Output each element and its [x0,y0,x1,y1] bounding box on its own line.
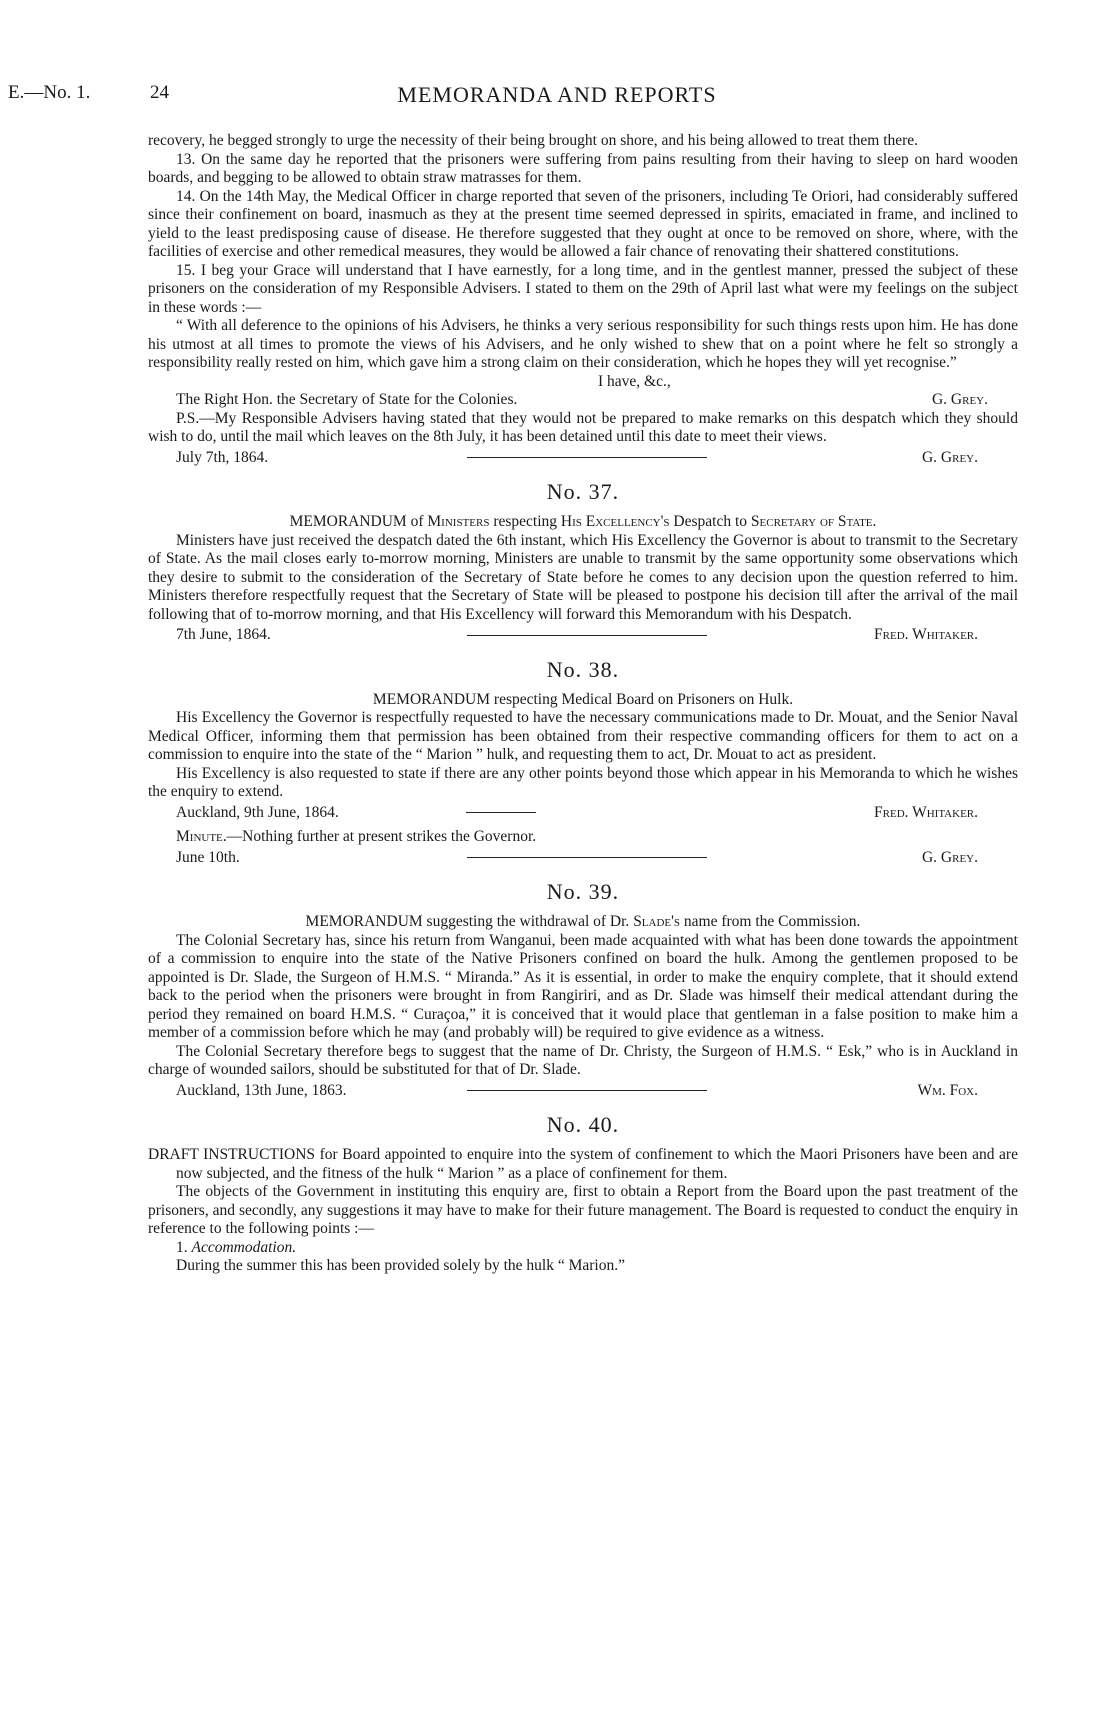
heading-no-37: No. 37. [546,479,620,504]
no40-item-1-label: Accommodation. [191,1238,297,1256]
no40-body-1: The objects of the Government in instituting this enquiry are, first to obtain a Report from the Board upon the past treatment of the prisoners, and secondly, any suggestions it may have to make for their future management. The Board is requested to conduct the enquiry in reference to the following points :— [148,1183,1018,1237]
no38-title-memorandum: MEMORANDUM [372,690,491,708]
no39-title [148,913,1018,932]
postscript-signature-row [148,449,1018,468]
no39-signature: Wm. Fox. [917,1081,978,1099]
no37-title-excellency: His Excellency's [560,513,670,530]
no38-signature-row [148,804,1018,823]
paragraph-recovery: recovery, he begged strongly to urge the necessity of their being brought on shore, and his being allowed to treat them there. [148,132,919,149]
paragraph-15-quote: “ With all deference to the opinions of his Advisers, he thinks a very serious responsibility for such things rests upon him. He has done his utmost at all times to promote the views of his Advisers, and he only wished to shew that on a point where he felt so strongly a responsibility really rested on him, which gave him a strong claim on their consideration, which he hopes they will yet recognise.” [148,317,1018,371]
no40-title-rest: for Board appointed to enquire into the system of confinement to which the Maori Prisoners have been and are now subjected, and the fitness of the hulk “ Marion ” as a place of confinement for them. [176,1146,1018,1182]
section-divider [467,1090,707,1091]
no39-body-1: The Colonial Secretary has, since his return from Wanganui, been made acquainted with what has been done towards the appointment of a commission to enquire into the state of the Native Prisoners confined on board the hulk. Among the gentlemen proposed to be appointed is Dr. Slade, the Surgeon of H.M.S. “ Miranda.” As it is essential, in order to make the enquiry complete, that it should extend back to the period when the prisoners were brought in from Rangiriri, and as Dr. Slade was himself their medical attendant during the period they remained on board H.M.S. “ Curaçoa,” it is conceived that it would place that gentleman in a false position to make him a member of a commission before which he may (and probably will) be required to give evidence as a witness. [148,931,1018,1041]
no38-title-rest: respecting Medical Board on Prisoners on Hulk. [490,690,794,708]
no37-title-end: . [872,513,877,530]
no39-body-2: The Colonial Secretary therefore begs to suggest that the name of Dr. Christy, the Surgeon of H.M.S. “ Esk,” who is in Auckland in charge of wounded sailors, should be substituted for that of Dr. Slade. [148,1042,1018,1078]
no37-title-despatch: Despatch to [669,513,751,530]
no38-date: Auckland, 9th June, 1864. [176,803,339,821]
no38-minute [148,828,1018,847]
no40-item-1 [148,1239,1018,1258]
no40-title-draft: DRAFT INSTRUCTIONS [148,1146,316,1163]
no37-body: Ministers have just received the despatch dated the 6th instant, which His Excellency the Governor is about to transmit to the Secretary of State. As the mail closes early to-morrow morning, Ministers are unable to transmit by the same opportunity some observations which they desire to submit to the consideration of the Secretary of State before he comes to any decision upon the question referred to him. Ministers therefore respectfully request that the Secretary of State will be pleased to postpone his decision till after the arrival of the mail following that of to-morrow morning, and that His Excellency will forward this Memorandum with his Despatch. [148,531,1018,623]
no38-minute-signature-row [148,849,1018,868]
no37-title-memorandum: MEMORANDUM [289,513,407,530]
no39-title-d: name from the Commission. [680,913,861,930]
no38-body-2: His Excellency is also requested to state if there are any other points beyond those which appear in his Memoranda to which he wishes the enquiry to extend. [148,764,1018,800]
no39-title-slade: Slade's [633,913,681,930]
no40-item-1-number: 1. [176,1238,192,1256]
page-title: MEMORANDA AND REPORTS [397,82,717,107]
no40-title [148,1146,1018,1183]
no37-title-of: of [406,513,428,530]
section-divider [467,857,707,858]
no38-body-1: His Excellency the Governor is respectfully requested to have the necessary communications made to Dr. Mouat, and the Senior Naval Medical Officer, informing them that permission has been obtained from their respective commanding officers for them to act on a commission to enquire into the state of the “ Marion ” hulk, and requesting them to act, Dr. Mouat to act as president. [148,709,1018,763]
no38-title [148,691,1018,710]
no39-title-b: suggesting the withdrawal of Dr. [422,913,634,930]
postscript-signature: G. Grey. [921,448,978,466]
addressee-row [148,391,1018,410]
heading-no-40: No. 40. [546,1112,620,1137]
heading-no-38: No. 38. [546,656,620,682]
no37-date: 7th June, 1864. [176,626,271,643]
closing-line: I have, &c., [598,372,671,390]
header-reference: E.—No. 1. [8,82,91,103]
no39-signature-row [148,1082,1018,1101]
document-body [148,132,1018,1276]
heading-no-39: No. 39. [546,879,620,904]
minute-label: Minute [176,828,223,845]
no38-signature: Fred. Whitaker. [874,803,978,821]
no37-signature-row [148,626,1018,645]
no37-title-secretary: Secretary of State [750,513,873,530]
no37-title-ministers: Ministers [427,513,490,530]
minute-text: .—Nothing further at present strikes the Governor. [222,828,537,845]
no39-title-memorandum: MEMORANDUM [305,913,423,930]
page-number: 24 [150,82,169,103]
postscript-date: July 7th, 1864. [176,448,269,466]
no39-date: Auckland, 13th June, 1863. [176,1081,347,1099]
no37-title-respecting: respecting [489,513,561,530]
no37-title [148,513,1018,532]
paragraph-13: 13. On the same day he reported that the prisoners were suffering from pains resulting from their having to sleep on hard wooden boards, and begging to be allowed to obtain straw matrasses for them. [148,150,1018,186]
postscript: P.S.—My Responsible Advisers having stated that they would not be prepared to make remarks on this despatch which they should wish to do, until the mail which leaves on the 8th July, it has been detained until this date to meet their views. [148,409,1018,445]
no37-signature: Fred. Whitaker. [874,626,978,643]
short-divider [466,812,536,813]
paragraph-15: 15. I beg your Grace will understand that I have earnestly, for a long time, and in the gentlest manner, pressed the subject of these prisoners on the consideration of my Responsible Advisers. I stated to them on the 29th of April last what were my feelings on the subject in these words :— [148,261,1018,316]
section-divider [467,635,707,636]
no38-minute-date: June 10th. [176,848,240,866]
paragraph-14: 14. On the 14th May, the Medical Officer in charge reported that seven of the prisoners, including Te Oriori, had considerably suffered since their confinement on board, inasmuch as they at the present time seemed depressed in spirits, emaciated in frame, and inclined to yield to the least predisposing cause of disease. He therefore suggested that they ought at once to be removed on shore, where, with the facilities of exercise and other remedical measures, they would be allowed a fair chance of renovating their shattered constitutions. [148,187,1018,260]
signature-grey: G. Grey. [931,391,988,408]
no40-item-1-text: During the summer this has been provided solely by the hulk “ Marion.” [176,1257,625,1274]
addressee: The Right Hon. the Secretary of State for the Colonies. [176,391,518,408]
no38-minute-signature: G. Grey. [921,848,978,866]
section-divider [467,457,707,458]
